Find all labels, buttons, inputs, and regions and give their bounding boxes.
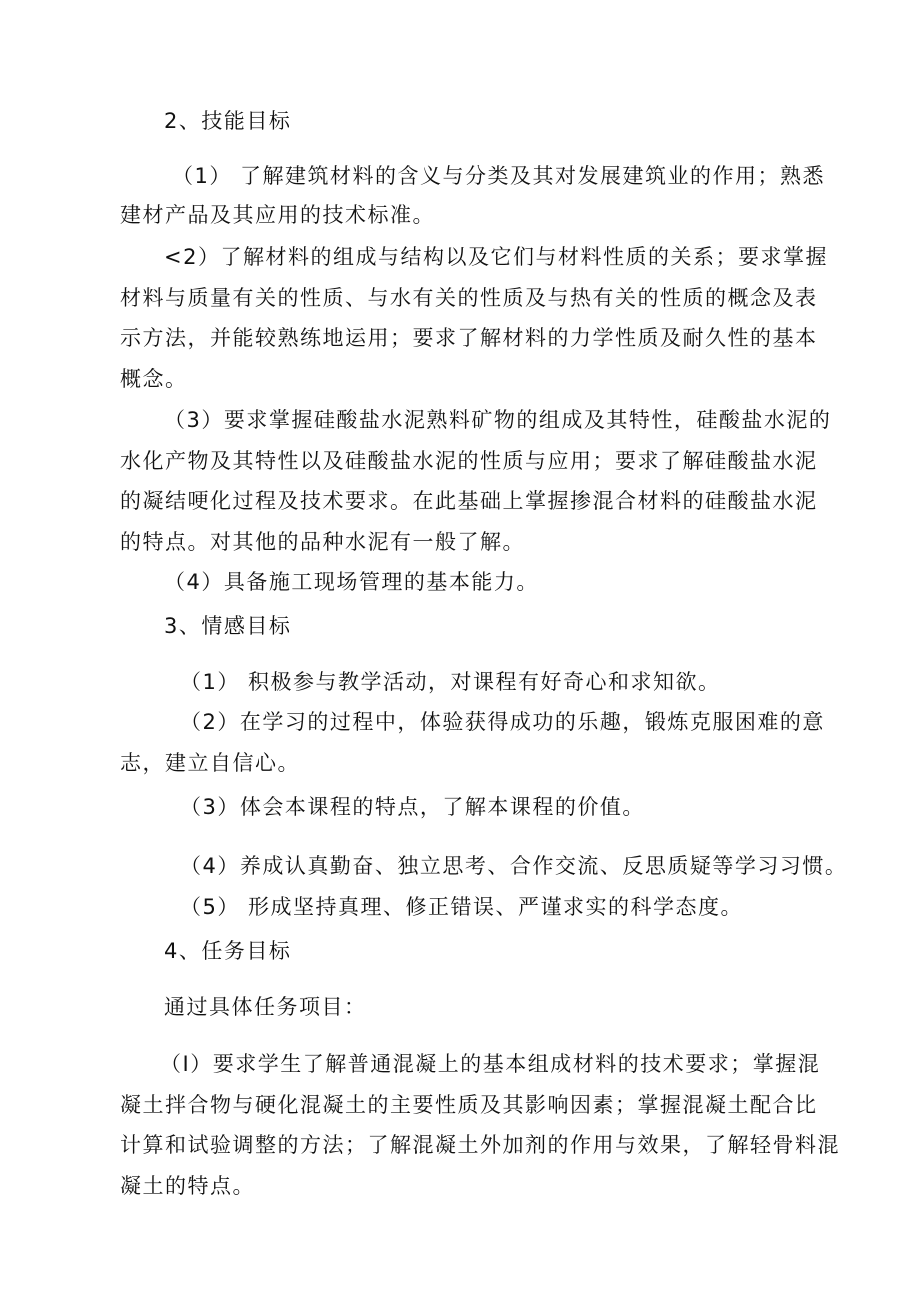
skill-item-3-line-1: （3）要求掌握硅酸盐水泥熟料矿物的组成及其特性，硅酸盐水泥的: [164, 408, 832, 432]
skill-item-1-line-2: 建材产品及其应用的技术标准。: [120, 203, 435, 227]
skill-item-2-line-2: 材料与质量有关的性质、与水有关的性质及与热有关的性质的概念及表: [120, 286, 818, 310]
task-item-1-line-3: 计算和试验调整的方法；了解混凝土外加剂的作用与效果，了解轻骨料混: [120, 1133, 840, 1157]
skill-item-2-line-3: 示方法，并能较熟练地运用；要求了解材料的力学性质及耐久性的基本: [120, 326, 818, 350]
section-heading-affective-goals: 3、情感目标: [164, 614, 292, 638]
affective-item-2-line-2: 志，建立自信心。: [120, 751, 300, 775]
task-intro: 通过具体任务项目：: [164, 995, 367, 1019]
affective-item-1: （1） 积极参与教学活动，对课程有好奇心和求知欲。: [180, 670, 721, 694]
skill-item-3-line-2: 水化产物及其特性以及硅酸盐水泥的性质与应用；要求了解硅酸盐水泥: [120, 449, 818, 473]
task-item-1-line-2: 凝土拌合物与硬化混凝土的主要性质及其影响因素；掌握混凝土配合比: [120, 1093, 818, 1117]
skill-item-3-line-4: 的特点。对其他的品种水泥有一般了解。: [120, 530, 525, 554]
task-item-1-line-4: 凝土的特点。: [120, 1174, 255, 1198]
skill-item-2-line-4: 概念。: [120, 367, 188, 391]
skill-item-1-line-1: （1） 了解建筑材料的含义与分类及其对发展建筑业的作用；熟悉: [172, 164, 826, 188]
affective-item-3: （3）体会本课程的特点，了解本课程的价值。: [180, 795, 645, 819]
skill-item-4: （4）具备施工现场管理的基本能力。: [164, 570, 539, 594]
skill-item-2-line-1: <2）了解材料的组成与结构以及它们与材料性质的关系；要求掌握: [164, 245, 828, 269]
affective-item-2-line-1: （2）在学习的过程中，体验获得成功的乐趣，锻炼克服困难的意: [180, 710, 825, 734]
section-heading-skill-goals: 2、技能目标: [164, 109, 292, 133]
skill-item-3-line-3: 的凝结哽化过程及技术要求。在此基础上掌握掺混合材料的硅酸盐水泥: [120, 489, 818, 513]
affective-item-5: （5） 形成坚持真理、修正错误、严谨求实的科学态度。: [180, 895, 744, 919]
section-heading-task-goals: 4、任务目标: [164, 939, 292, 963]
affective-item-4: （4）养成认真勤奋、独立思考、合作交流、反思质疑等学习习惯。: [180, 854, 848, 878]
task-item-1-line-1: （I）要求学生了解普通混凝上的基本组成材料的技术要求；掌握混: [160, 1052, 821, 1076]
